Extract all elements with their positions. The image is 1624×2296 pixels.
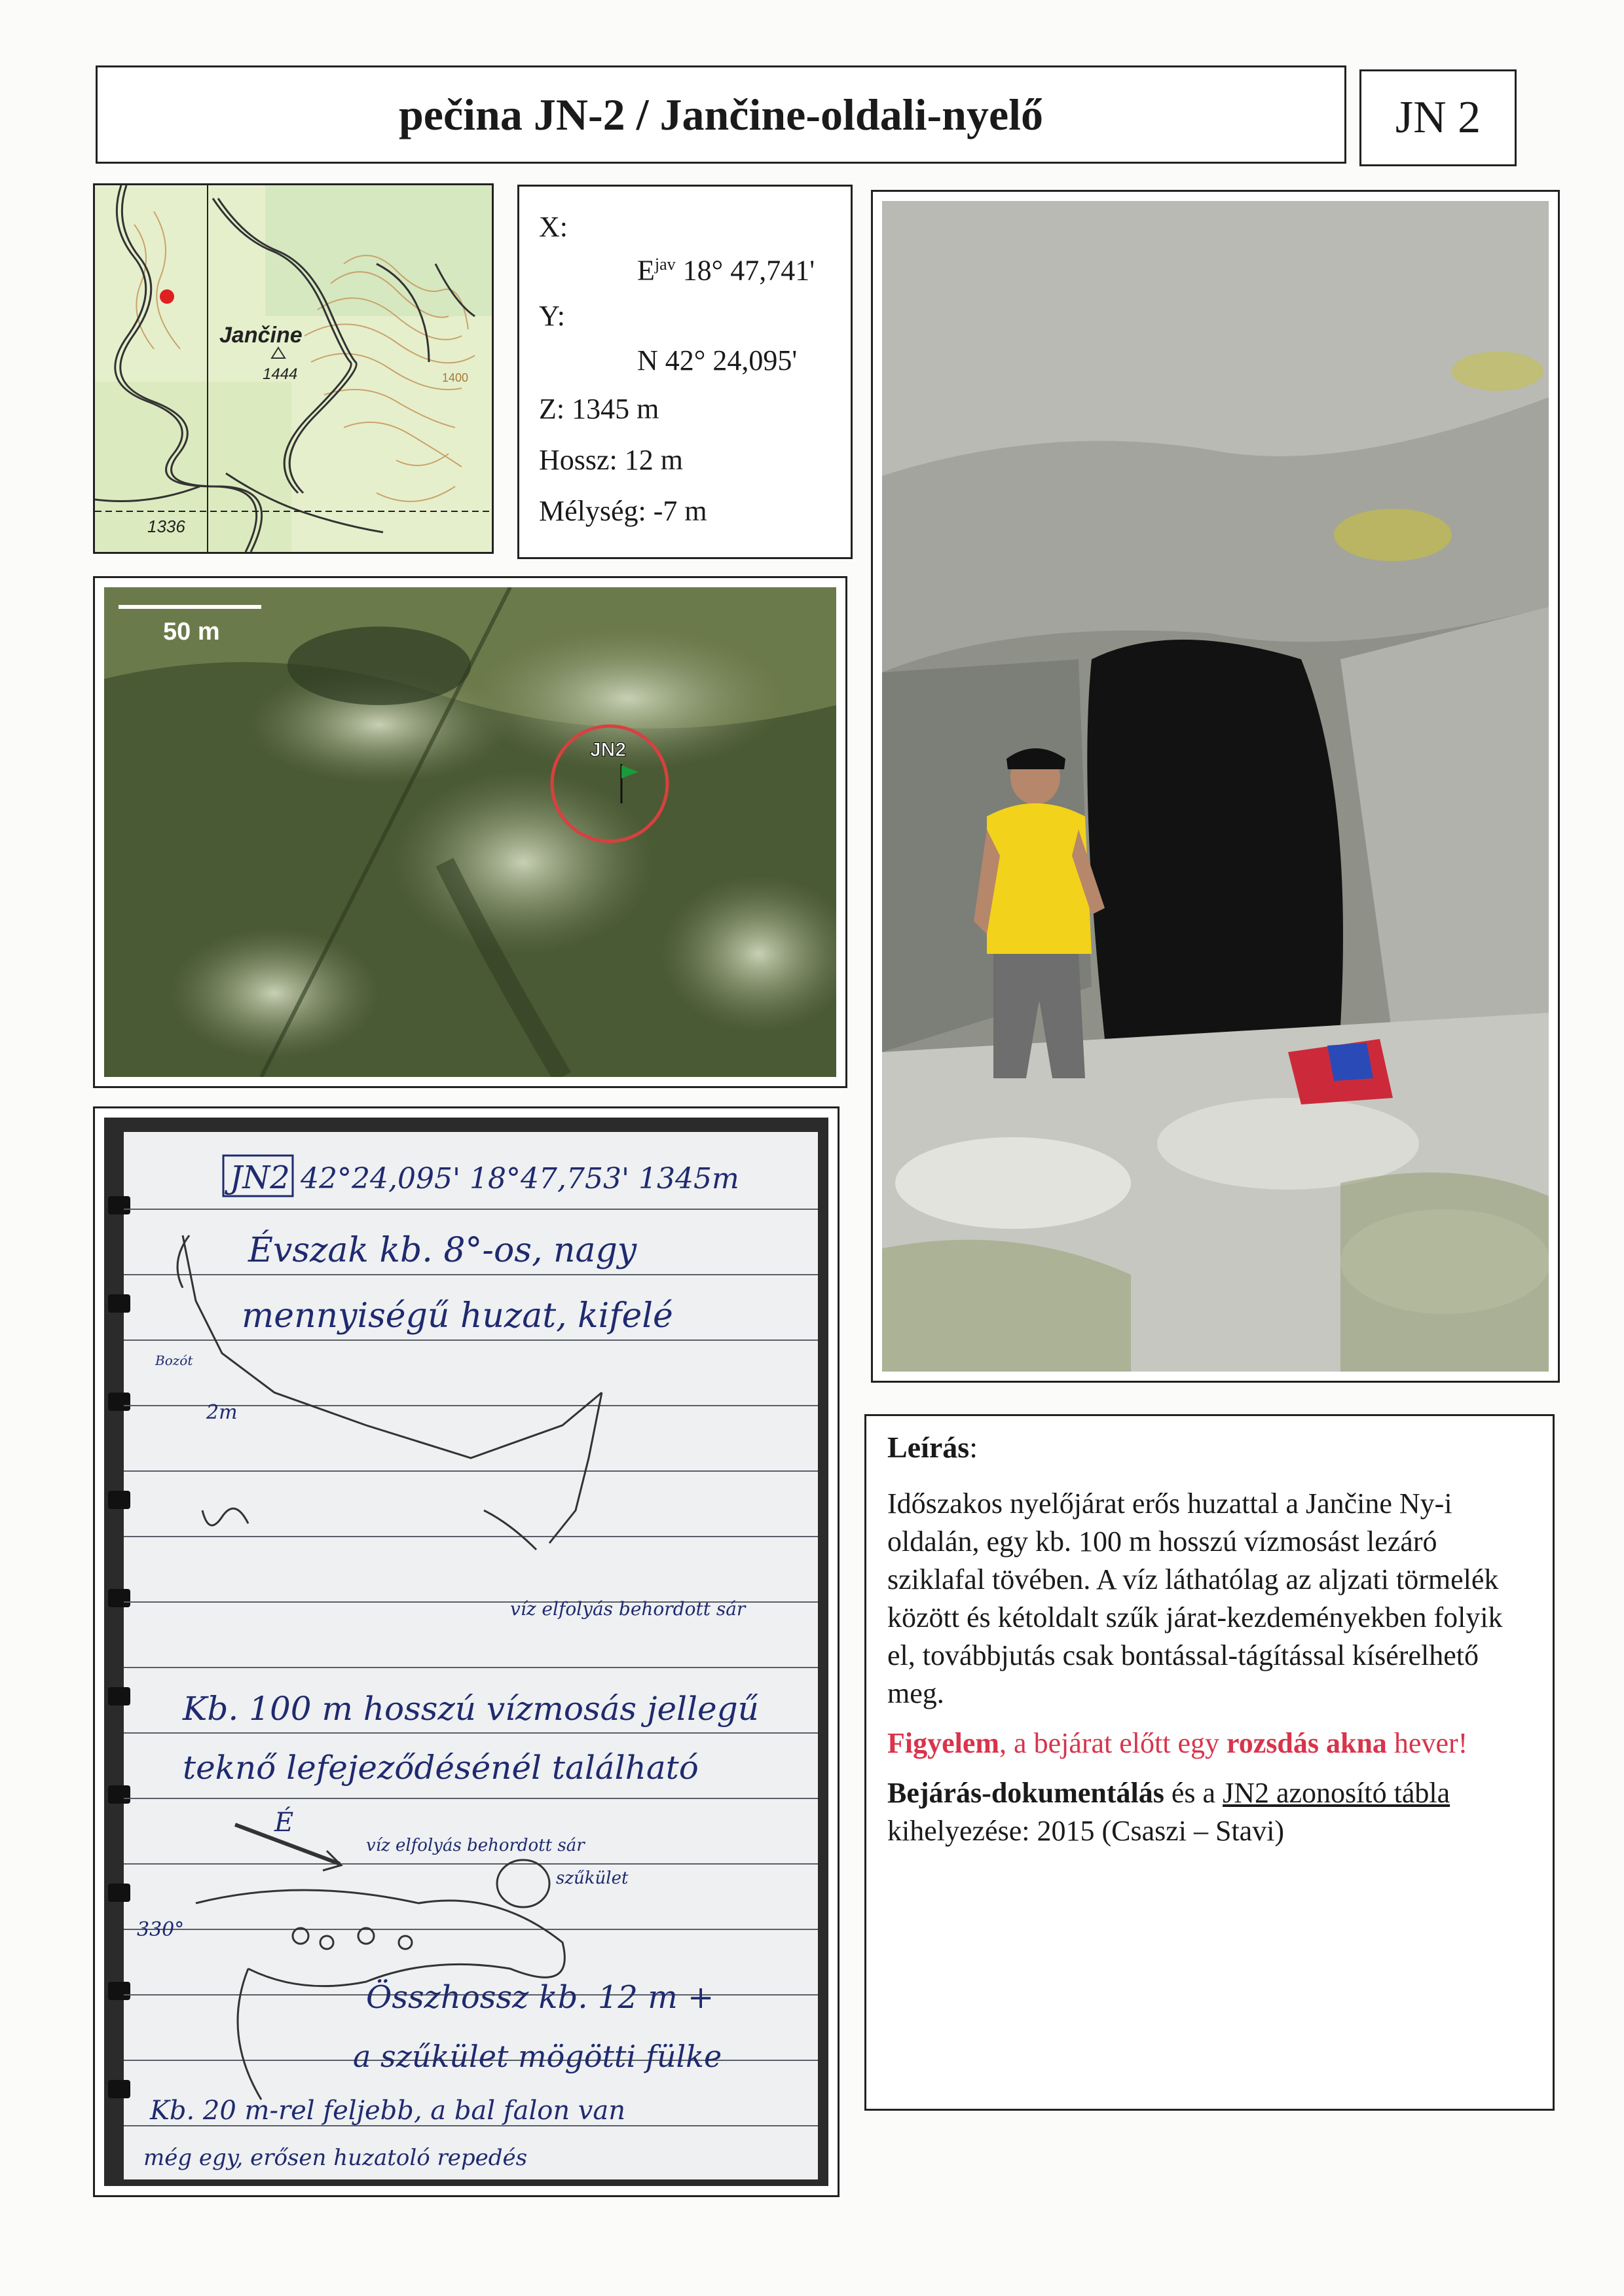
cave-entrance: [1087, 640, 1343, 1039]
warning-text: Figyelem, a bejárat előtt egy rozsdás akna hever!: [887, 1727, 1468, 1760]
notes-coordinates: 42°24,095' 18°47,753' 1345m: [301, 1162, 739, 1195]
topo-map: [93, 183, 494, 554]
notes-sketch-label-3: víz elfolyás behordott sár: [510, 1598, 746, 1620]
field-notes-box: [93, 1106, 840, 2197]
cave-marker-label: JN2: [590, 739, 627, 761]
field-notes-page: [104, 1118, 828, 2186]
description-body: Időszakos nyelőjárat erős huzattal a Jančine Ny-i oldalán, egy kb. 100 m hosszú vízmosást lezáró sziklafal tövében. A víz láthatólag az aljzati törmelék között és kétoldalt szűk járat-kezdeményekben folyik el, továbbjutás csak bontással-tágítással kísérelhető meg.: [887, 1487, 1503, 1710]
notes-line-2: Évszak kb. 8°-os, nagy: [248, 1231, 637, 1270]
notes-line-8: Kb. 20 m-rel feljebb, a bal falon van: [150, 2096, 625, 2126]
x-label: X:: [539, 211, 568, 243]
map-spot-elevation: 1336: [147, 517, 185, 536]
map-place-name: Jančine: [219, 323, 303, 348]
notes-line-3: mennyiségű huzat, kifelé: [242, 1296, 673, 1336]
x-prefix: E: [637, 254, 655, 287]
notes-line-5: teknő lefejeződésénél található: [183, 1749, 699, 1787]
cave-code: JN 2: [1395, 92, 1481, 143]
description-box: [864, 1414, 1555, 2111]
depth-value: Mélység: -7 m: [539, 495, 707, 527]
code-box: [1359, 69, 1517, 166]
x-coordinate: 18° 47,741': [682, 254, 815, 287]
y-value: N 42° 24,095': [637, 344, 798, 376]
documentation-text: Bejárás-dokumentálás és a JN2 azonosító tábla kihelyezése: 2015 (Csaszi – Stavi): [887, 1777, 1450, 1848]
notes-sketch-label-4: víz elfolyás behordott sár: [366, 1836, 585, 1855]
topo-map-drawing: [95, 185, 492, 552]
page-title: pečina JN-2 / Jančine-oldali-nyelő: [398, 89, 1044, 139]
notes-sketch-label-5: szűkület: [556, 1868, 629, 1888]
entrance-photo-box: [871, 190, 1560, 1383]
notes-line-7: a szűkület mögötti fülke: [353, 2039, 722, 2074]
aerial-photo-box: [93, 576, 847, 1088]
aerial-photo: [104, 587, 836, 1077]
scale-label: 50 m: [163, 618, 220, 646]
notes-line-6: Összhossz kb. 12 m +: [366, 1979, 714, 2016]
y-label: Y:: [539, 300, 565, 332]
notes-line-9: még egy, erősen huzatoló repedés: [143, 2145, 528, 2171]
notes-sketch-label-1: Bozót: [155, 1353, 193, 1368]
map-contour-label: 1400: [442, 371, 469, 384]
entrance-photo: [882, 201, 1549, 1372]
x-superscript: jav: [654, 255, 676, 274]
map-peak-elevation: 1444: [263, 365, 298, 383]
z-value: Z: 1345 m: [539, 393, 659, 425]
coordinates-box: [517, 185, 853, 559]
x-value: [637, 256, 815, 285]
description-heading: Leírás:: [887, 1430, 978, 1464]
notes-cave-id: JN2: [230, 1159, 290, 1196]
notes-line-4: Kb. 100 m hosszú vízmosás jellegű: [183, 1690, 759, 1728]
notes-north-label: É: [274, 1808, 294, 1838]
location-dot: [160, 289, 174, 304]
length-value: Hossz: 12 m: [539, 444, 683, 476]
notes-sketch-label-2: 2m: [206, 1401, 238, 1424]
title-box: [96, 65, 1346, 164]
notes-sketch-label-6: 330°: [137, 1918, 185, 1941]
